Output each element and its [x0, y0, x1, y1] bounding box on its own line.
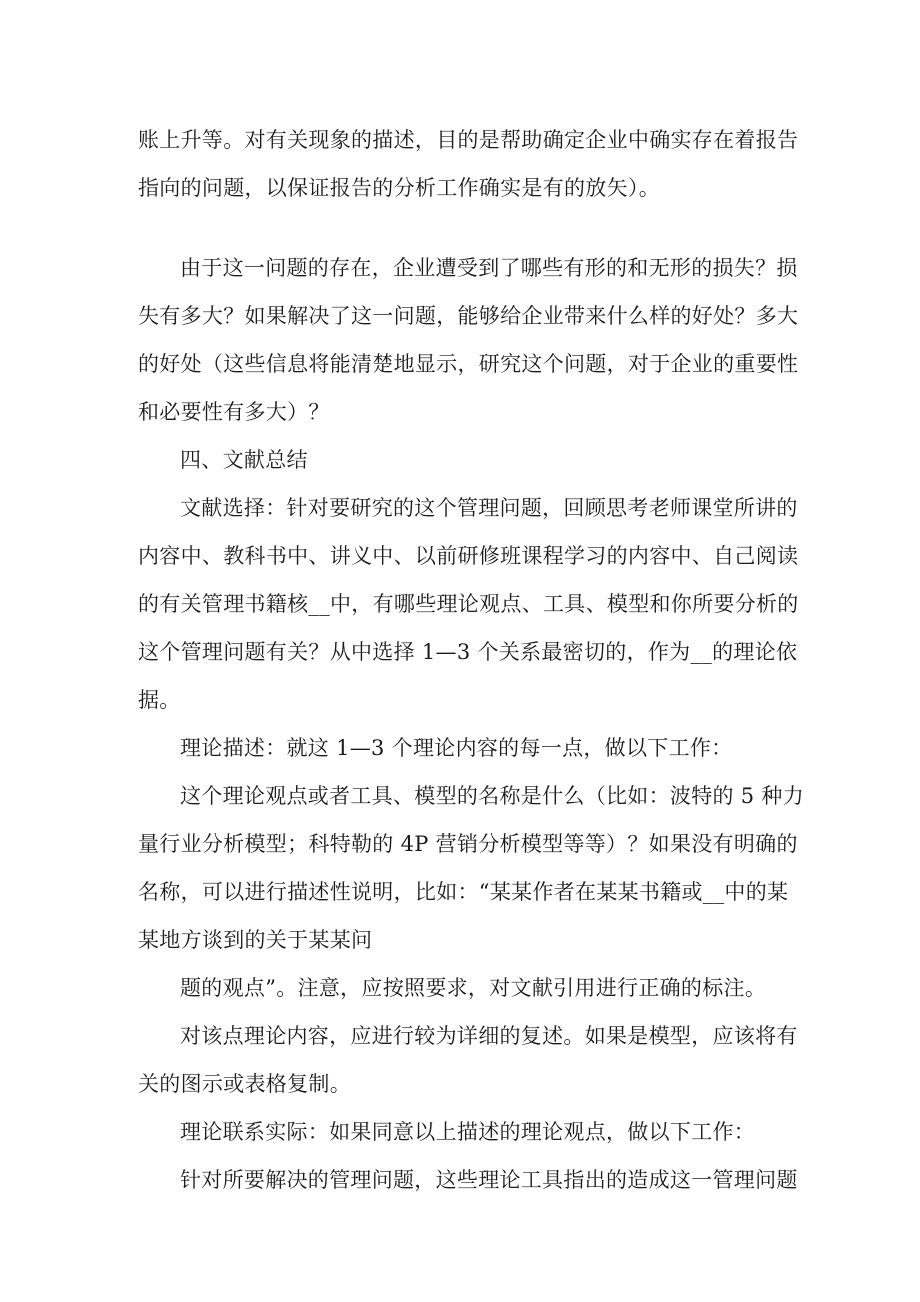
text-line: 名称，可以进行描述性说明，比如：“某某作者在某某书籍或__中的某 [138, 880, 789, 904]
text-line: 的有关管理书籍核__中，有哪些理论观点、工具、模型和你所要分析的 [138, 592, 799, 616]
text-line: 内容中、教科书中、讲义中、以前研修班课程学习的内容中、自己阅读 [138, 544, 799, 568]
text-line: 由于这一问题的存在，企业遭受到了哪些有形的和无形的损失？损 [180, 256, 798, 280]
section-heading: 四、文献总结 [180, 448, 308, 472]
text-line: 题的观点”。注意，应按照要求，对文献引用进行正确的标注。 [180, 976, 767, 1000]
text-line: 某地方谈到的关于某某问 [138, 928, 373, 952]
text-line: 据。 [138, 688, 181, 712]
text-line: 的好处（这些信息将能清楚地显示，研究这个问题，对于企业的重要性 [138, 352, 799, 376]
text-line: 对该点理论内容，应进行较为详细的复述。如果是模型，应该将有 [180, 1024, 798, 1048]
text-line: 理论描述：就这 1—3 个理论内容的每一点，做以下工作： [180, 736, 733, 760]
text-line: 关的图示或表格复制。 [138, 1072, 351, 1096]
text-line: 这个理论观点或者工具、模型的名称是什么（比如：波特的 5 种力 [180, 784, 805, 808]
text-line: 这个管理问题有关？从中选择 1—3 个关系最密切的，作为__的理论依 [138, 640, 798, 664]
text-line: 和必要性有多大）？ [138, 400, 330, 424]
text-line: 失有多大？如果解决了这一问题，能够给企业带来什么样的好处？多大 [138, 304, 799, 328]
text-line: 账上升等。对有关现象的描述，目的是帮助确定企业中确实存在着报告 [138, 128, 799, 152]
text-line: 针对所要解决的管理问题，这些理论工具指出的造成这一管理问题 [180, 1168, 798, 1192]
text-line: 指向的问题，以保证报告的分析工作确实是有的放矢）。 [138, 176, 660, 200]
text-line: 文献选择：针对要研究的这个管理问题，回顾思考老师课堂所讲的 [180, 496, 798, 520]
text-line: 量行业分析模型；科特勒的 4P 营销分析模型等等）？如果没有明确的 [138, 832, 798, 856]
text-line: 理论联系实际：如果同意以上描述的理论观点，做以下工作： [180, 1120, 756, 1144]
